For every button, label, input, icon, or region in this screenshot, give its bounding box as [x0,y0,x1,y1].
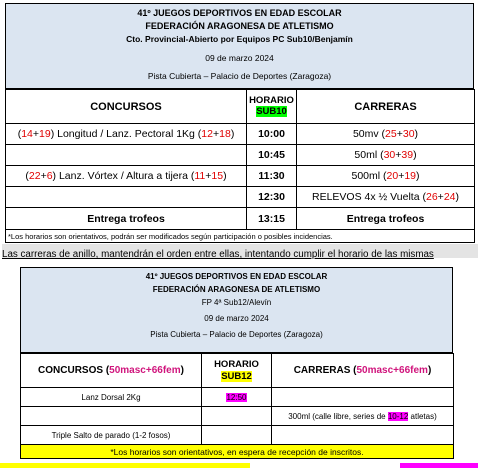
table-row [21,407,454,426]
doc1-concurso-1: (14+19) Longitud / Lanz. Pectoral 1Kg (12+18) [6,124,247,145]
doc2-venue: Pista Cubierta – Palacio de Deportes (Zaragoza) [150,330,323,339]
doc2-category-badge: SUB12 [221,370,252,382]
doc1-col-horario [247,90,297,124]
cutoff-highlight-left [0,463,250,468]
doc1-time-2: 10:45 [247,145,297,166]
table-row [6,208,475,230]
table-row [6,145,475,166]
doc2-col-concursos: CONCURSOS (50masc+66fem) [21,354,202,388]
doc1-title: 41º JUEGOS DEPORTIVOS EN EDAD ESCOLAR [137,8,342,18]
doc1-trophy-time: 13:15 [247,208,297,230]
doc1-carrera-4: RELEVOS 4x ½ Vuelta (26+24) [297,187,475,208]
doc2-time-1: 12:50 [202,388,272,407]
doc2-col-horario [202,354,272,388]
table-row [21,426,454,445]
table-row [6,187,475,208]
doc2-carrera-1 [272,388,454,407]
table-row [21,388,454,407]
doc1-venue: Pista Cubierta – Palacio de Deportes (Zaragoza) [147,71,332,81]
doc2-concurso-3: Triple Salto de parado (1-2 fosos) [21,426,202,445]
doc2-carrera-3 [272,426,454,445]
doc1-time-1: 10:00 [247,124,297,145]
doc1-competition: Cto. Provincial-Abierto por Equipos PC Sub10/Benjamín [126,34,353,44]
doc1-note: *Los horarios son orientativos, podrán ser modificados según participación o posibles incidencias. [6,230,475,243]
doc1-concurso-2 [6,145,247,166]
doc1-date: 09 de marzo 2024 [205,52,274,63]
doc2-concurso-1: Lanz Dorsal 2Kg [21,388,202,407]
doc2-federation: FEDERACIÓN ARAGONESA DE ATLETISMO [152,285,321,294]
doc1-col-carreras: CARRERAS [297,90,475,124]
doc1-horario-label: HORARIO [249,94,294,106]
doc1-concurso-4 [6,187,247,208]
doc2-schedule-table [20,353,454,459]
doc2-title: 41º JUEGOS DEPORTIVOS EN EDAD ESCOLAR [145,272,328,281]
doc2-header [20,267,453,353]
doc1-carrera-2: 50ml (30+39) [297,145,475,166]
doc2-time-2 [202,407,272,426]
doc1-concurso-3: (22+6) Lanz. Vórtex / Altura a tijera (11+15) [6,166,247,187]
doc1-time-4: 12:30 [247,187,297,208]
doc1-header [5,3,474,89]
doc2-competition: FP 4ª Sub12/Alevín [201,298,272,307]
doc1-time-3: 11:30 [247,166,297,187]
doc1-col-concursos: CONCURSOS [6,90,247,124]
table-row [6,124,475,145]
doc2-date: 09 de marzo 2024 [204,314,269,323]
doc1-schedule-table [5,89,475,243]
table-row [6,166,475,187]
doc2-note: *Los horarios son orientativos, en espera de recepción de inscritos. [21,445,454,459]
doc2-col-carreras: CARRERAS (50masc+66fem) [272,354,454,388]
doc1-carrera-1: 50mv (25+30) [297,124,475,145]
doc2-carrera-2: 300ml (calle libre, series de 10-12 atletas) [272,407,454,426]
doc1-carrera-3: 500ml (20+19) [297,166,475,187]
cutoff-highlight-right [400,463,478,468]
doc1-category-badge: SUB10 [256,105,287,117]
doc1-trophy-left: Entrega trofeos [6,208,247,230]
doc1-trophy-right: Entrega trofeos [297,208,475,230]
doc2-concurso-2 [21,407,202,426]
banner-text: Las carreras de anillo, mantendrán el orden entre ellas, intentando cumplir el horario de las mismas [2,249,434,260]
doc2-time-3 [202,426,272,445]
doc1-federation: FEDERACIÓN ARAGONESA DE ATLETISMO [145,21,334,31]
ring-races-banner [2,244,478,258]
doc2-horario-label: HORARIO [214,359,259,371]
